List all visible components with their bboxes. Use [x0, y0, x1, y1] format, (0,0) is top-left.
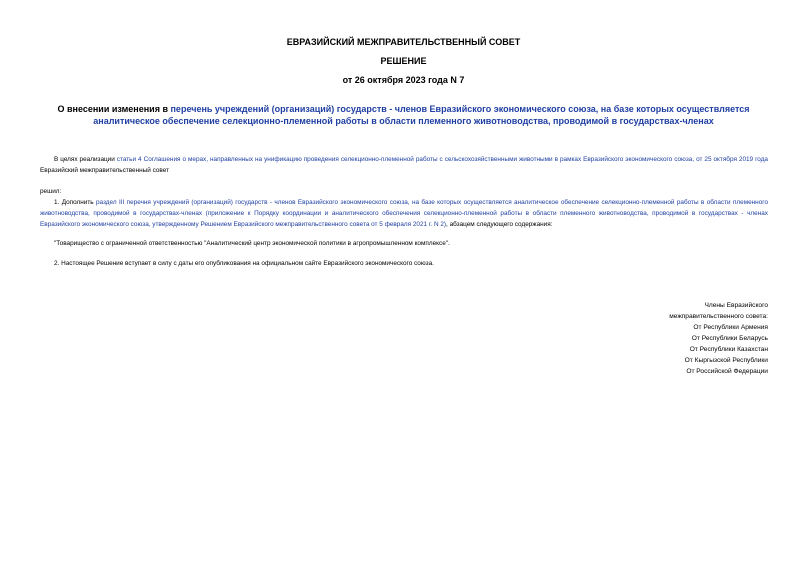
article-4-link[interactable]: статьи 4 Соглашения о мерах, направленных на унификацию проведения селекционно-племенной работы с сельскохозяйственными животными в рамках Евразийского экономического союза, от 25 октября 2019 года — [116, 156, 768, 163]
item-1-paragraph — [40, 197, 768, 230]
preamble-paragraph — [40, 154, 768, 176]
title-prefix: О внесении изменения в — [57, 104, 171, 114]
decided-label: решил: — [40, 188, 62, 195]
signer-armenia: От Республики Армения — [693, 324, 768, 331]
item-1-text-1: 1. Дополнить — [54, 199, 96, 206]
preamble-text-1: В целях реализации — [54, 156, 117, 163]
signatories-block — [560, 300, 768, 377]
signer-kazakhstan: От Республики Казахстан — [689, 346, 768, 353]
signers-heading-1: Члены Евразийского — [704, 302, 768, 309]
signers-heading-2: межправительственного совета: — [669, 313, 768, 320]
signer-russia: От Российской Федерации — [686, 368, 768, 375]
quoted-addition: "Товарищество с ограниченной ответственностью "Аналитический центр экономической политики в агропромышленном комплексе". — [54, 240, 450, 247]
item-1-text-2: , абзацем следующего содержания: — [446, 221, 553, 228]
signer-belarus: От Республики Беларусь — [691, 335, 768, 342]
organization-heading: ЕВРАЗИЙСКИЙ МЕЖПРАВИТЕЛЬСТВЕННЫЙ СОВЕТ — [286, 37, 521, 47]
item-2-paragraph: 2. Настоящее Решение вступает в силу с даты его опубликования на официальном сайте Евразийского экономического союза. — [54, 260, 434, 267]
signer-kyrgyzstan: От Кыргызской Республики — [684, 357, 768, 364]
title-link[interactable]: перечень учреждений (организаций) государств - членов Евразийского экономического союза, на базе которых осуществляется аналитическое обеспечение селекционно-племенной работы в области племенного животноводства, проводимой в государствах-членах — [93, 104, 750, 126]
document-title — [40, 103, 767, 127]
document-type: РЕШЕНИЕ — [380, 56, 427, 66]
preamble-text-2: Евразийский межправительственный совет — [40, 167, 170, 174]
document-date: от 26 октября 2023 года N 7 — [342, 75, 465, 85]
section-iii-link[interactable]: раздел III перечня учреждений (организаций) государств - членов Евразийского экономического союза, на базе которых осуществляется аналитическое обеспечение селекционно-племенной работы в области племенного животноводства, проводимой в государствах-членах (приложение к Порядку координации и аналитического обеспечения селекционно-племенной работы в области племенного животноводства, проводимой в государствах - членах Евразийского экономического союза, утвержденному Решением Евразийского межправительственного совета от 5 февраля 2021 г. N 2) — [40, 199, 769, 228]
